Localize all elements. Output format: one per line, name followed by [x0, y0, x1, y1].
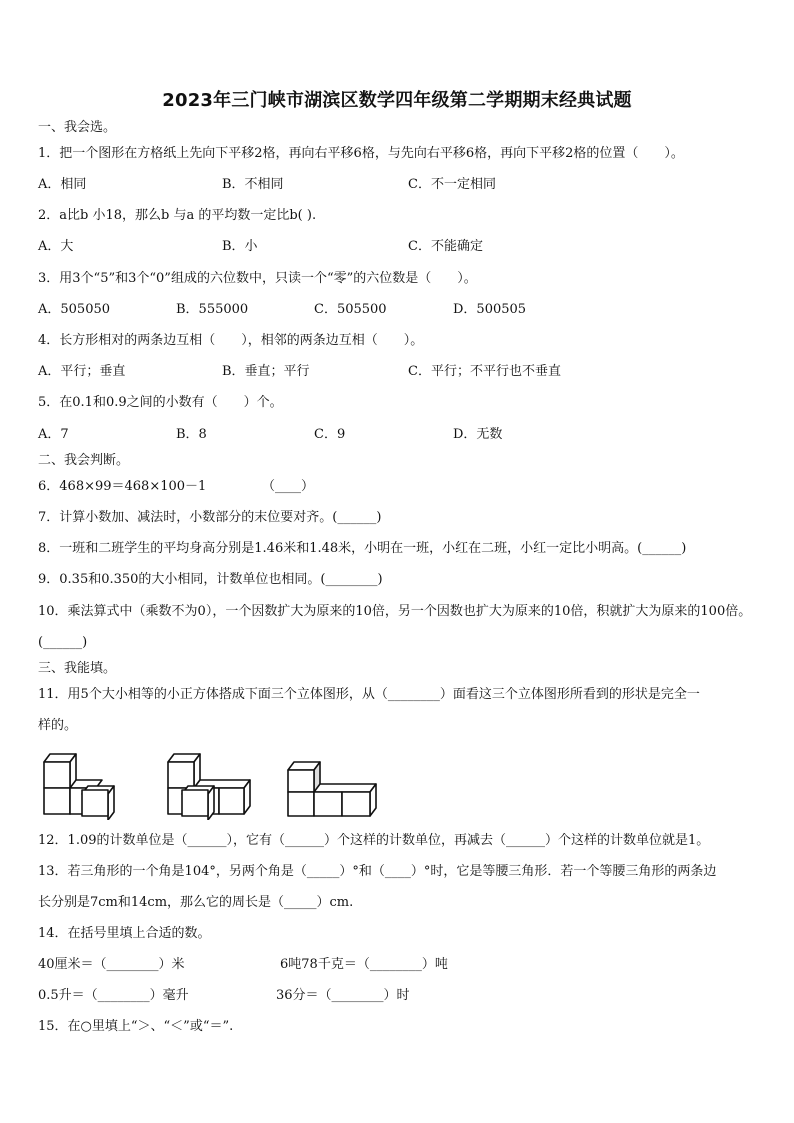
cube-figure-2 — [168, 754, 250, 820]
question-6: 6．468×99＝468×100－1 — [38, 479, 207, 494]
question-11-line-1: 11．用5个大小相等的小正方体搭成下面三个立体图形，从（________）面看这三个立体图形所看到的形状是完全一 — [38, 687, 700, 702]
question-1: 1．把一个图形在方格纸上先向下平移2格，再向右平移6格，与先向右平移6格，再向下平移2格的位置（ ）。 — [38, 146, 684, 161]
question-14: 14．在括号里填上合适的数。 — [38, 926, 211, 941]
q1-option-c: C．不一定相同 — [408, 177, 496, 192]
q3-option-c: C．505500 — [314, 302, 387, 317]
question-13-line-2: 长分别是7cm和14cm，那么它的周长是（_____）cm. — [38, 895, 354, 910]
cube-figure-3 — [288, 762, 376, 816]
q14-item-4: 36分＝（________）时 — [276, 988, 410, 1003]
q1-option-b: B．不相同 — [222, 177, 284, 192]
question-15: 15．在○里填上“＞、“＜”或“＝”. — [38, 1019, 234, 1034]
question-4: 4．长方形相对的两条边互相（ ），相邻的两条边互相（ ）。 — [38, 333, 424, 348]
q4-option-c: C．平行；不平行也不垂直 — [408, 364, 561, 379]
question-8: 8．一班和二班学生的平均身高分别是1.46米和1.48米，小明在一班，小红在二班，小红一定比小明高。(______) — [38, 541, 687, 556]
q5-option-c: C．9 — [314, 427, 346, 442]
q5-option-a: A．7 — [38, 427, 69, 442]
q14-item-3: 0.5升＝（________）毫升 — [38, 988, 189, 1003]
question-10: 10．乘法算式中（乘数不为0），一个因数扩大为原来的10倍，另一个因数也扩大为原来的10倍，积就扩大为原来的100倍。(______) — [38, 604, 752, 650]
q4-option-a: A．平行；垂直 — [38, 364, 126, 379]
section-2-heading: 二、我会判断。 — [38, 453, 130, 468]
q14-item-1: 40厘米＝（________）米 — [38, 957, 185, 972]
question-11-line-2: 样的。 — [38, 718, 78, 733]
q4-option-b: B．垂直；平行 — [222, 364, 310, 379]
question-12: 12．1.09的计数单位是（______），它有（______）个这样的计数单位，再减去（______）个这样的计数单位就是1。 — [38, 833, 710, 848]
q3-option-d: D．500505 — [453, 302, 527, 317]
q2-option-a: A．大 — [38, 239, 74, 254]
q5-option-b: B．8 — [176, 427, 207, 442]
question-2: 2．a比b 小18，那么b 与a 的平均数一定比b( ). — [38, 208, 317, 223]
q2-option-c: C．不能确定 — [408, 239, 483, 254]
section-1-heading: 一、我会选。 — [38, 120, 117, 135]
q2-option-b: B．小 — [222, 239, 258, 254]
q3-option-b: B．555000 — [176, 302, 249, 317]
section-3-heading: 三、我能填。 — [38, 661, 117, 676]
question-13-line-1: 13．若三角形的一个角是104°，另两个角是（_____）°和（____）°时，它是等腰三角形．若一个等腰三角形的两条边 — [38, 864, 717, 879]
q3-option-a: A．505050 — [38, 302, 111, 317]
question-3: 3．用3个“5”和3个“0”组成的六位数中，只读一个“零”的六位数是（ ）。 — [38, 271, 477, 286]
q6-answer-blank: （____） — [262, 479, 315, 494]
question-9: 9．0.35和0.350的大小相同，计数单位也相同。(________) — [38, 572, 383, 587]
question-5: 5．在0.1和0.9之间的小数有（ ）个。 — [38, 395, 283, 410]
q5-option-d: D．无数 — [453, 427, 503, 442]
cube-figures — [40, 748, 400, 820]
q1-option-a: A．相同 — [38, 177, 87, 192]
q14-item-2: 6吨78千克＝（________）吨 — [280, 957, 448, 972]
page-title: 2023年三门峡市湖滨区数学四年级第二学期期末经典试题 — [162, 90, 632, 111]
question-7: 7．计算小数加、减法时，小数部分的末位要对齐。(______) — [38, 510, 382, 525]
cube-figure-1 — [44, 754, 114, 820]
